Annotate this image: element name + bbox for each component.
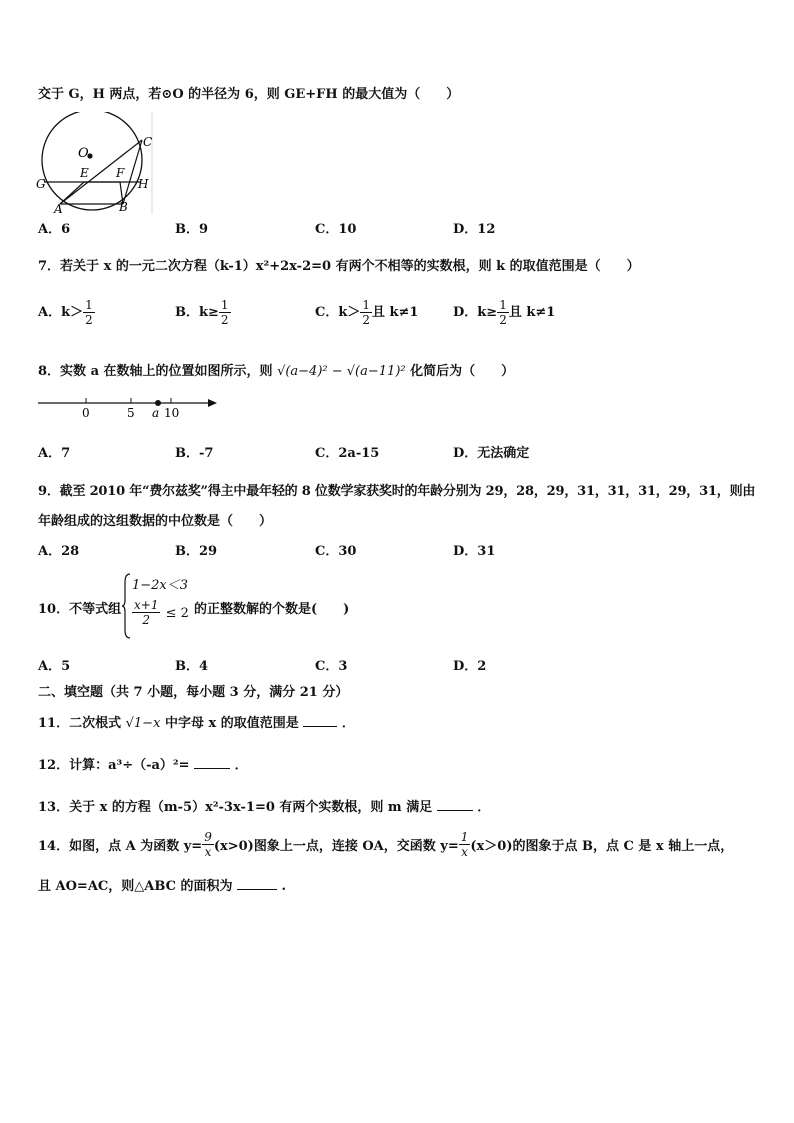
q8-option-a: A．7 [38, 446, 71, 461]
label-a: A [54, 202, 63, 214]
q7-option-a-prefix: A．k＞ [38, 305, 84, 320]
q6-option-a: A．6 [38, 222, 71, 237]
tick-label-5: 5 [127, 406, 135, 420]
q11 [38, 712, 355, 731]
fraction-denominator: x [461, 845, 468, 859]
q14-post: (x＞0)的图象于点 B，点 C 是 x 轴上一点， [470, 839, 734, 854]
tick-label-10: 10 [164, 406, 180, 420]
q6-circle-figure [32, 112, 162, 214]
q7-option-a [38, 298, 95, 327]
q12 [38, 754, 248, 773]
q14-mid: (x>0)图象上一点，连接 OA，交函数 y= [213, 839, 459, 854]
q8-radical-expression: √(a−4)² − √(a−11)² [277, 364, 406, 379]
q12-text: 12．计算：a³÷（-a）²= [38, 758, 190, 773]
segment-ae [60, 182, 84, 204]
fraction-numerator: 1 [499, 298, 507, 312]
label-h: H [138, 177, 149, 191]
q11-end: ． [341, 716, 355, 731]
fraction-numerator: 1 [362, 298, 370, 312]
q11-radical: √1−x [125, 716, 161, 731]
q14-line1 [38, 830, 733, 859]
tick-label-0: 0 [82, 406, 90, 420]
q10-inequality-1: 1−2x＜3 [132, 578, 189, 593]
label-e: E [80, 166, 89, 180]
q10-stem-post: 的正整数解的个数是( ) [194, 602, 350, 617]
q11-pre: 11．二次根式 [38, 716, 122, 731]
q7-option-d [453, 298, 555, 327]
fraction-numerator: 1 [220, 298, 229, 312]
fraction-half [360, 298, 372, 327]
q7-option-b-prefix: B．k≥ [175, 305, 219, 320]
section-heading-fill-in: 二、填空题（共 7 小题，每小题 3 分，满分 21 分） [38, 685, 349, 700]
label-o: O [78, 146, 89, 161]
q7-stem: 7．若关于 x 的一元二次方程（k-1）x²+2x-2=0 有两个不相等的实数根，则 k 的取值范围是（ ） [38, 259, 640, 274]
fraction-half [497, 298, 509, 327]
number-line [36, 394, 220, 420]
q10-option-d: D．2 [453, 659, 487, 674]
q13-text: 13．关于 x 的方程（m-5）x²-3x-1=0 有两个实数根，则 m 满足 [38, 800, 433, 815]
q6-option-c: C．10 [315, 222, 357, 237]
q14-line2-text: 且 AO=AC，则△ABC 的面积为 [38, 879, 233, 894]
q7-option-c-suffix: 且 k≠1 [372, 305, 419, 320]
q8-stem [38, 360, 514, 379]
q10-inequality-system [122, 572, 192, 640]
fraction-numerator: 1 [460, 830, 469, 844]
q9-option-a: A．28 [38, 544, 80, 559]
fraction-denominator: 2 [499, 313, 507, 327]
q9-option-d: D．31 [453, 544, 496, 559]
label-b: B [119, 200, 128, 214]
fraction-half [219, 298, 231, 327]
q12-end: ． [234, 758, 248, 773]
q10-option-a: A．5 [38, 659, 71, 674]
fraction-denominator: x [204, 845, 212, 859]
q9-option-b: B．29 [175, 544, 218, 559]
fraction-half [83, 298, 95, 327]
number-line-arrow [208, 399, 217, 407]
q14-fraction-2 [459, 830, 471, 859]
left-brace [122, 572, 132, 640]
q13-answer-blank[interactable] [437, 810, 473, 811]
q10-inequality-2-tail: ≤ 2 [165, 606, 189, 621]
q14-pre: 14．如图，点 A 为函数 y= [38, 839, 203, 854]
q8-stem-pre: 8．实数 a 在数轴上的位置如图所示，则 [38, 364, 273, 379]
q10-option-c: C．3 [315, 659, 348, 674]
fraction-numerator: 1 [85, 298, 93, 312]
q7-option-c-prefix: C．k＞ [315, 305, 361, 320]
q14-end: . [281, 879, 287, 894]
label-g: G [36, 177, 46, 191]
q13-end: ． [477, 800, 491, 815]
q9-stem-line1: 9．截至 2010 年“费尔兹奖”得主中最年轻的 8 位数学家获奖时的年龄分别为 29，28，29，31，31，31，29，31，则由 [38, 484, 756, 499]
fraction-denominator: 2 [220, 313, 229, 327]
fraction-numerator: x+1 [134, 598, 159, 612]
circle-o [42, 112, 142, 210]
q10-option-b: B．4 [175, 659, 209, 674]
fraction-denominator: 2 [85, 313, 93, 327]
q10-inequality-2 [132, 598, 189, 627]
chord-bc [123, 140, 142, 204]
fraction-numerator: 9 [204, 830, 212, 844]
q7-option-b [175, 298, 231, 327]
q6-option-b: B．9 [175, 222, 209, 237]
q8-option-b: B．-7 [175, 446, 214, 461]
q9-stem-line2: 年龄组成的这组数据的中位数是（ ） [38, 514, 273, 529]
q10-fraction [132, 598, 160, 627]
q7-option-d-prefix: D．k≥ [453, 305, 498, 320]
q14-fraction-1 [202, 830, 214, 859]
fraction-denominator: 2 [362, 313, 370, 327]
point-label-a: a [152, 406, 160, 420]
q6-stem: 交于 G，H 两点，若⊙O 的半径为 6，则 GE+FH 的最大值为（ ） [38, 87, 460, 102]
q7-option-d-suffix: 且 k≠1 [508, 305, 556, 320]
q8-stem-post: 化简后为（ ） [410, 364, 515, 379]
q12-answer-blank[interactable] [194, 768, 230, 769]
q7-option-c [315, 298, 418, 327]
q8-option-c: C．2a-15 [315, 446, 380, 461]
q10-stem-pre: 10．不等式组 [38, 602, 122, 617]
q14-line2 [38, 875, 286, 894]
q8-option-d: D．无法确定 [453, 446, 530, 461]
fraction-denominator: 2 [142, 613, 151, 627]
chord-ac [60, 140, 142, 204]
label-f: F [116, 166, 125, 180]
q11-post: 中字母 x 的取值范围是 [164, 716, 299, 731]
q6-option-d: D．12 [453, 222, 496, 237]
q9-option-c: C．30 [315, 544, 357, 559]
label-c: C [143, 135, 153, 149]
q13 [38, 796, 490, 815]
q14-answer-blank[interactable] [237, 889, 277, 890]
q11-answer-blank[interactable] [303, 726, 337, 727]
